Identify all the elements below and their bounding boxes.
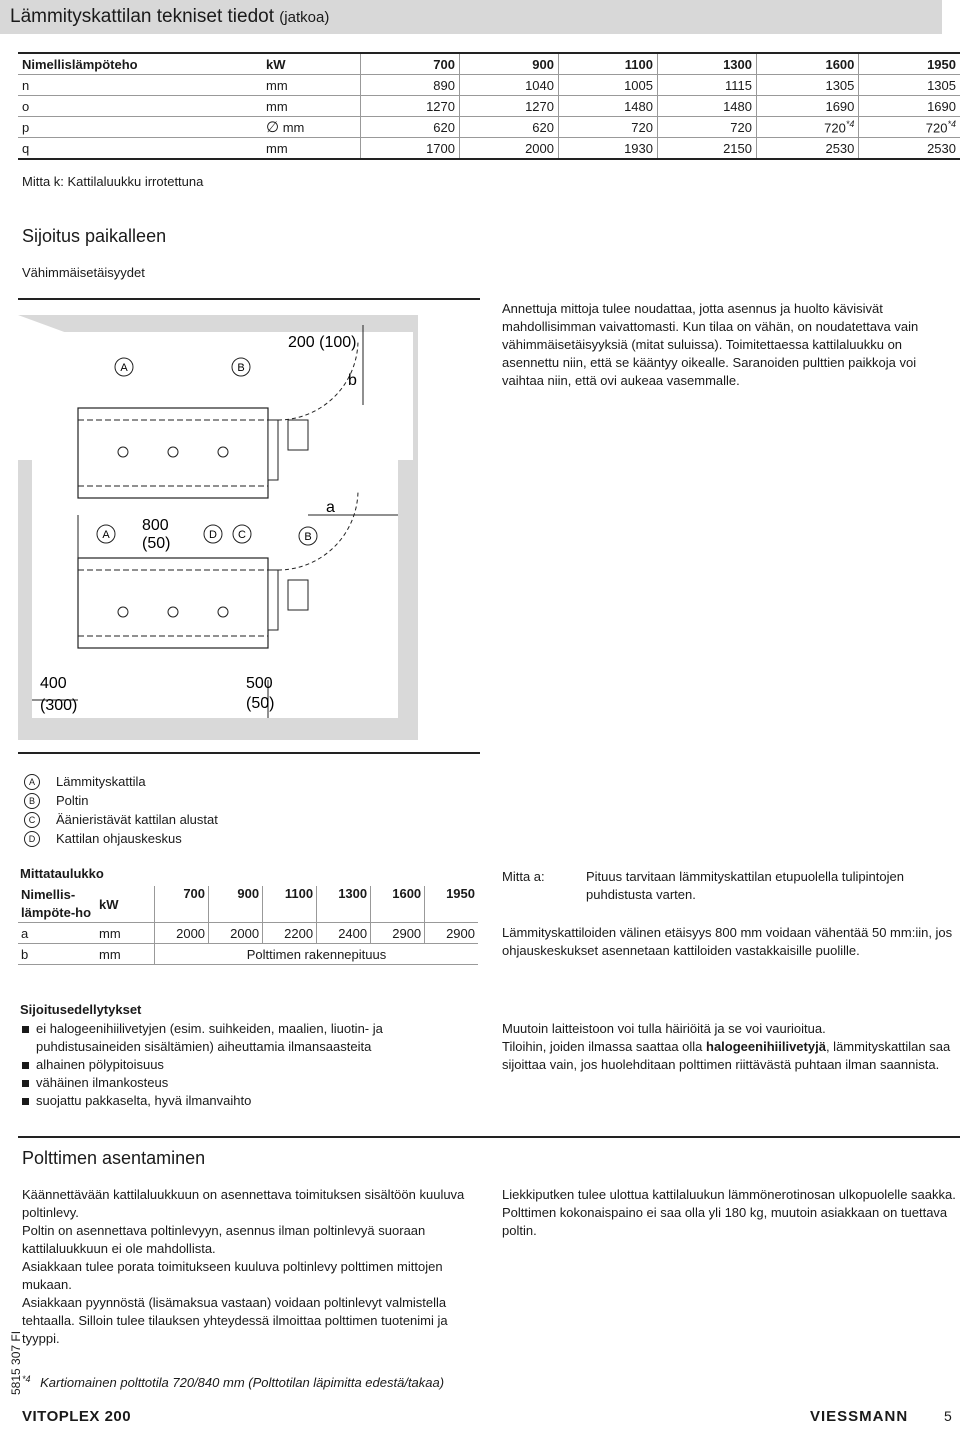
cell: mm [262,75,361,96]
cell: 1950 [425,886,478,923]
paragraph: Liekkiputken tulee ulottua kattilaluukun lämmönerotinosan ulkopuolelle saakka. [502,1187,956,1202]
table-row [18,53,960,75]
cell: 2530 [757,138,859,160]
cell: 1300 [317,886,371,923]
cell: 1700 [361,138,460,160]
mitta-a-para: Lämmityskattiloiden välinen etäisyys 800 mm voidaan vähentää 50 mm:iin, jos ohjauskeskukset asennetaan kattiloiden vastakkaisille puolille. [502,925,953,958]
value: 720 [824,120,846,136]
measure-table [18,886,478,965]
legend-text: Äänieristävät kattilan alustat [56,812,218,827]
table-row [18,96,960,117]
cell: 1100 [263,886,317,923]
cell [859,117,960,138]
table-row [18,138,960,160]
legend-key: C [24,812,40,828]
dim-500-text: 500 [246,675,273,692]
cell: 620 [460,117,559,138]
cell: 2200 [263,923,317,944]
page-number: 5 [944,1408,952,1424]
spec-table [18,52,960,160]
paragraph: Käännettävään kattilaluukkuun on asennettava toimituksen sisältöön kuuluva poltinlevy. [22,1187,465,1220]
unit: mm [282,120,305,135]
paragraph: Asiakkaan tulee porata toimitukseen kuuluva poltinlevy polttimen mittojen mukaan. [22,1259,443,1292]
value: 720 [925,120,948,136]
text-span: Tiloihin, joiden ilmassa saattaa olla [502,1039,707,1054]
table-row [18,75,960,96]
diagram-label-a2: A [102,529,110,541]
dim-800b-text: (50) [142,535,171,552]
title-bar [0,0,942,34]
cell: 900 [460,53,559,75]
brand-logo: VIESSMANN [810,1408,909,1425]
cell: Polttimen rakennepituus [155,944,479,965]
cell: Nimellislämpöteho [18,53,262,75]
cell: 700 [155,886,209,923]
legend-item [24,791,218,810]
cell: 1305 [757,75,859,96]
cell: 890 [361,75,460,96]
cell: 700 [361,53,460,75]
table-row [18,117,960,138]
cell: 1480 [559,96,658,117]
diameter-icon: ∅ [266,119,280,136]
paragraph: Polttimen kokonaispaino ei saa olla yli 180 kg, muutoin asiakkaan on tuettava poltin. [502,1205,948,1238]
divider [18,752,480,754]
cell: 1930 [559,138,658,160]
cell: 1040 [460,75,559,96]
cell: Nimellis-lämpöte-ho [18,886,96,923]
cell: 1115 [658,75,757,96]
cell: 1600 [371,886,425,923]
cell: 2900 [371,923,425,944]
footnote [22,1370,444,1392]
conditions-right-p1: Muutoin laitteistoon voi tulla häiriöitä ja se voi vaurioitua. [502,1021,826,1036]
cell: n [18,75,262,96]
cell: 1690 [757,96,859,117]
legend-item [24,772,218,791]
dim-800-text: 800 [142,517,169,534]
conditions-right-p2 [502,1038,954,1074]
table-row [18,944,478,965]
legend-key: D [24,831,40,847]
diagram-label-b2: B [304,531,312,543]
mitta-a-label: Mitta a: [502,869,545,884]
cell: a [18,923,96,944]
section-heading-placement: Sijoitus paikalleen [22,226,167,246]
table-row [18,886,478,923]
doc-number: 5815 307 FI [9,1330,23,1395]
footnote-text: Kartiomainen polttotila 720/840 mm (Polttotilan läpimitta edestä/takaa) [40,1375,445,1391]
cell: 1300 [658,53,757,75]
cell: 2150 [658,138,757,160]
diagram-label-d: D [209,529,217,541]
cell: 2400 [317,923,371,944]
cell: 1690 [859,96,960,117]
paragraph: Poltin on asennettava poltinlevyyn, asennus ilman poltinlevyä suoraan kattilaluukkuun ei ole mahdollista. [22,1223,426,1256]
cell: 2000 [155,923,209,944]
footnote-ref: *4 [845,118,855,129]
paragraph: Asiakkaan pyynnöstä (lisämaksua vastaan) voidaan poltinlevyt valmistella tehtaalla. Silloin tulee tilauksen yhteydessä ilmoittaa polttimen tuotenimi ja tyyppi. [22,1295,448,1346]
wall [398,460,418,740]
cell: 1005 [559,75,658,96]
cell: 1100 [559,53,658,75]
cell: mm [96,944,155,965]
cell: mm [262,138,361,160]
cell: 2530 [859,138,960,160]
cell: 1480 [658,96,757,117]
list-item: vähäinen ilmankosteus [20,1074,476,1092]
list-item: suojattu pakkaselta, hyvä ilmanvaihto [20,1092,476,1110]
cell [757,117,859,138]
cell: 2900 [425,923,478,944]
measure-table-title: Mittataulukko [20,866,104,881]
product-name: VITOPLEX 200 [22,1408,132,1425]
page-title [10,6,329,28]
legend-text: Poltin [56,793,89,808]
legend [24,772,218,848]
conditions-list [20,1020,476,1110]
subheading-min-distances: Vähimmäisetäisyydet [22,265,145,280]
cell: o [18,96,262,117]
cell: 2000 [209,923,263,944]
wall [18,718,418,740]
note-k: Mitta k: Kattilaluukku irrotettuna [22,174,204,189]
mitta-a-text: Pituus tarvitaan lämmityskattilan etupuolella tulipintojen puhdistusta varten. [586,869,904,902]
dim-500b-text: (50) [246,695,275,712]
cell: p [18,117,262,138]
cell: kW [262,53,361,75]
installation-description: Annettuja mittoja tulee noudattaa, jotta asennus ja huolto kävisivät mahdollisimman vaivattomasti. Kun tilaa on vähän, on noudatettava vain vähimmäisetäisyyksiä (mitat suluissa). Toimitettaessa kattilaluukku on asennettu niin, että se kääntyy oikealle. Saranoiden pulttien paikkoja voi vaihtaa niin, että ovi aukeaa vasemmalle. [502,301,919,388]
cell: 1270 [361,96,460,117]
title-text: Lämmityskattilan tekniset tiedot [10,6,275,27]
cell: 1270 [460,96,559,117]
diagram-label-a: A [120,362,128,374]
placement-diagram [18,300,418,740]
dim-a-text: a [326,499,335,516]
diagram-label-b: B [237,362,245,374]
divider [18,1136,960,1138]
cell: 1305 [859,75,960,96]
conditions-heading: Sijoitusedellytykset [20,1002,142,1017]
cell: q [18,138,262,160]
dim-400-text: 400 [40,675,67,692]
cell: 1950 [859,53,960,75]
cell: 900 [209,886,263,923]
legend-text: Lämmityskattila [56,774,146,789]
footnote-mark: *4 [22,1374,31,1384]
text-span: , lämmityskattilan saa sijoittaa vain, jos huolehditaan polttimen riittävästä puhtaan ilman saannista. [502,1039,951,1072]
cell: mm [262,96,361,117]
list-item: ei halogeenihiilivetyjen (esim. suihkeiden, maalien, liuotin- ja puhdistusaineiden sisältämien) aiheuttamia ilmansaasteita [20,1020,476,1056]
cell: mm [96,923,155,944]
legend-item [24,829,218,848]
wall [18,460,32,718]
bold-term: halogeenihiilivetyjä [706,1039,826,1054]
burner-right [502,1186,958,1240]
footnote-ref: *4 [947,118,956,129]
dim-400b-text: (300) [40,697,78,714]
cell: 1600 [757,53,859,75]
section-heading-burner: Polttimen asentaminen [22,1148,206,1168]
cell: kW [96,886,155,923]
cell: 720 [658,117,757,138]
cell [262,117,361,138]
cell: 620 [361,117,460,138]
table-row [18,923,478,944]
cell: b [18,944,96,965]
legend-key: B [24,793,40,809]
legend-text: Kattilan ohjauskeskus [56,831,182,846]
legend-item [24,810,218,829]
dim-200-text: 200 (100) [288,334,357,351]
burner-left [22,1186,478,1348]
cell: 720 [559,117,658,138]
diagram-label-c: C [238,529,246,541]
cell: 2000 [460,138,559,160]
dim-b-text: b [348,372,357,389]
title-subtitle: (jatkoa) [279,9,330,26]
list-item: alhainen pölypitoisuus [20,1056,476,1074]
legend-key: A [24,774,40,790]
